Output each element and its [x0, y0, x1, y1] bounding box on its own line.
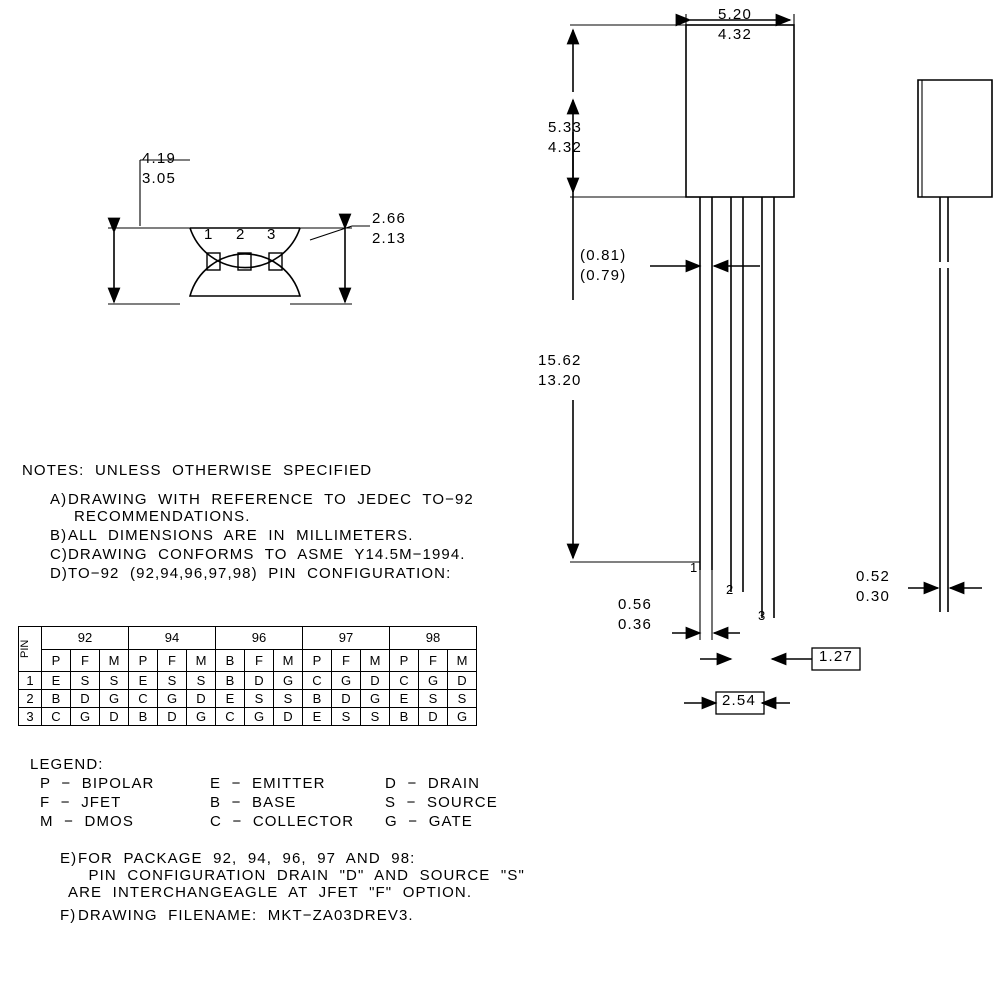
- note-key: D): [50, 565, 69, 582]
- cell: G: [332, 672, 361, 690]
- trailing-notes-block: [22, 848, 542, 924]
- dim-lead-thick-max: (0.81): [580, 247, 627, 264]
- dim-body-height-min: 4.32: [548, 139, 582, 156]
- cell: G: [448, 708, 477, 726]
- cell: S: [187, 672, 216, 690]
- cell: S: [332, 708, 361, 726]
- subheader: F: [332, 649, 361, 672]
- dim-total-height-min: 13.20: [538, 372, 582, 389]
- dim-side-thick-min: 0.30: [856, 588, 890, 605]
- cell: C: [390, 672, 419, 690]
- note-text: ARE INTERCHANGEAGLE AT JFET "F" OPTION.: [68, 884, 473, 901]
- cell: D: [245, 672, 274, 690]
- cell: E: [390, 690, 419, 708]
- front-pin-3-label: 3: [758, 608, 767, 623]
- dim-pin-offset: 1.27: [819, 648, 853, 665]
- note-key: A): [50, 491, 68, 508]
- group-header: 97: [303, 627, 390, 650]
- legend-entry: B − BASE: [210, 794, 297, 811]
- cell: D: [158, 708, 187, 726]
- group-header: 98: [390, 627, 477, 650]
- cell: B: [303, 690, 332, 708]
- dim-lead-width-max: 0.56: [618, 596, 652, 613]
- subheader: P: [303, 649, 332, 672]
- legend-entry: P − BIPOLAR: [40, 775, 155, 792]
- front-pin-1-label: 1: [690, 560, 699, 575]
- cell: G: [419, 672, 448, 690]
- subheader: F: [158, 649, 187, 672]
- subheader: M: [187, 649, 216, 672]
- dim-lead-thick-min-value: 0.79: [586, 267, 621, 284]
- legend-block: [30, 756, 555, 830]
- legend-entry: G − GATE: [385, 813, 473, 830]
- cell: C: [216, 708, 245, 726]
- cell: S: [274, 690, 303, 708]
- row-pin-number: 3: [19, 708, 42, 726]
- top-pin-1-label: 1: [204, 226, 214, 243]
- dim-lead-thick-max-value: 0.81: [586, 247, 621, 264]
- cell: G: [100, 690, 129, 708]
- cell: D: [274, 708, 303, 726]
- table-row: [19, 708, 477, 726]
- group-header: 92: [42, 627, 129, 650]
- cell: E: [303, 708, 332, 726]
- cell: D: [187, 690, 216, 708]
- cell: B: [216, 672, 245, 690]
- note-key: B): [50, 527, 68, 544]
- row-pin-number: 2: [19, 690, 42, 708]
- legend-entry: M − DMOS: [40, 813, 134, 830]
- dim-lead-width-min: 0.36: [618, 616, 652, 633]
- subheader: F: [419, 649, 448, 672]
- cell: D: [419, 708, 448, 726]
- cell: C: [129, 690, 158, 708]
- subheader: M: [100, 649, 129, 672]
- dim-pin-pitch: 2.54: [722, 692, 756, 709]
- cell: G: [71, 708, 100, 726]
- note-text: DRAWING CONFORMS TO ASME Y14.5M−1994.: [68, 546, 466, 563]
- note-key: E): [60, 850, 78, 867]
- subheader: P: [42, 649, 71, 672]
- cell: G: [274, 672, 303, 690]
- cell: G: [187, 708, 216, 726]
- cell: E: [129, 672, 158, 690]
- legend-entry: E − EMITTER: [210, 775, 326, 792]
- pin-configuration-table: [18, 626, 477, 726]
- table-row: [19, 672, 477, 690]
- note-item: [22, 546, 542, 563]
- dim-body-width-max: 5.20: [718, 6, 752, 23]
- table-row: [19, 690, 477, 708]
- subheader: F: [245, 649, 274, 672]
- legend-entry: S − SOURCE: [385, 794, 498, 811]
- group-header: 96: [216, 627, 303, 650]
- note-item: [22, 565, 542, 582]
- front-pin-2-label: 2: [726, 582, 735, 597]
- dim-total-height-max: 15.62: [538, 352, 582, 369]
- note-text: PIN CONFIGURATION DRAIN "D" AND SOURCE "S": [78, 867, 525, 884]
- dim-top-width-min: 3.05: [142, 170, 176, 187]
- cell: B: [129, 708, 158, 726]
- cell: C: [303, 672, 332, 690]
- cell: D: [332, 690, 361, 708]
- cell: S: [419, 690, 448, 708]
- top-pin-2-label: 2: [236, 226, 246, 243]
- subheader: P: [390, 649, 419, 672]
- cell: D: [71, 690, 100, 708]
- subheader: M: [274, 649, 303, 672]
- row-pin-number: 1: [19, 672, 42, 690]
- cell: C: [42, 708, 71, 726]
- legend-entry: D − DRAIN: [385, 775, 481, 792]
- group-header: 94: [129, 627, 216, 650]
- cell: B: [42, 690, 71, 708]
- dim-body-width-min: 4.32: [718, 26, 752, 43]
- note-item: [22, 527, 542, 544]
- cell: D: [100, 708, 129, 726]
- notes-heading: NOTES: UNLESS OTHERWISE SPECIFIED: [22, 462, 373, 479]
- subheader: B: [216, 649, 245, 672]
- notes-block: [22, 462, 542, 582]
- top-pin-3-label: 3: [267, 226, 277, 243]
- note-key: F): [60, 907, 77, 924]
- note-text: ALL DIMENSIONS ARE IN MILLIMETERS.: [68, 527, 414, 544]
- dim-top-width-max: 4.19: [142, 150, 176, 167]
- cell: S: [71, 672, 100, 690]
- cell: D: [448, 672, 477, 690]
- note-text: DRAWING FILENAME: MKT−ZA03DREV3.: [78, 907, 414, 924]
- cell: E: [216, 690, 245, 708]
- table-subheader-row: [19, 649, 477, 672]
- note-text: TO−92 (92,94,96,97,98) PIN CONFIGURATION:: [68, 565, 452, 582]
- cell: S: [100, 672, 129, 690]
- subheader: M: [361, 649, 390, 672]
- note-text: FOR PACKAGE 92, 94, 96, 97 AND 98:: [78, 850, 416, 867]
- legend-heading: LEGEND:: [30, 756, 104, 773]
- note-item: [22, 907, 542, 924]
- table-corner-label: [19, 627, 42, 672]
- note-text: DRAWING WITH REFERENCE TO JEDEC TO−92: [68, 491, 474, 508]
- subheader: P: [129, 649, 158, 672]
- cell: D: [361, 672, 390, 690]
- cell: G: [361, 690, 390, 708]
- table-header-row: [19, 627, 477, 650]
- dim-body-height-max: 5.33: [548, 119, 582, 136]
- pin-label-vertical: PIN: [19, 639, 31, 659]
- cell: G: [245, 708, 274, 726]
- legend-entry: C − COLLECTOR: [210, 813, 355, 830]
- cell: E: [42, 672, 71, 690]
- cell: S: [448, 690, 477, 708]
- dim-side-thick-max: 0.52: [856, 568, 890, 585]
- subheader: F: [71, 649, 100, 672]
- dim-top-depth-min: 2.13: [372, 230, 406, 247]
- dim-top-depth-max: 2.66: [372, 210, 406, 227]
- cell: S: [245, 690, 274, 708]
- note-item: [22, 850, 542, 901]
- cell: S: [158, 672, 187, 690]
- cell: S: [361, 708, 390, 726]
- legend-entry: F − JFET: [40, 794, 122, 811]
- note-text: RECOMMENDATIONS.: [74, 508, 251, 525]
- dim-lead-thick-min: (0.79): [580, 267, 627, 284]
- note-item: [22, 491, 542, 525]
- cell: B: [390, 708, 419, 726]
- note-key: C): [50, 546, 69, 563]
- subheader: M: [448, 649, 477, 672]
- cell: G: [158, 690, 187, 708]
